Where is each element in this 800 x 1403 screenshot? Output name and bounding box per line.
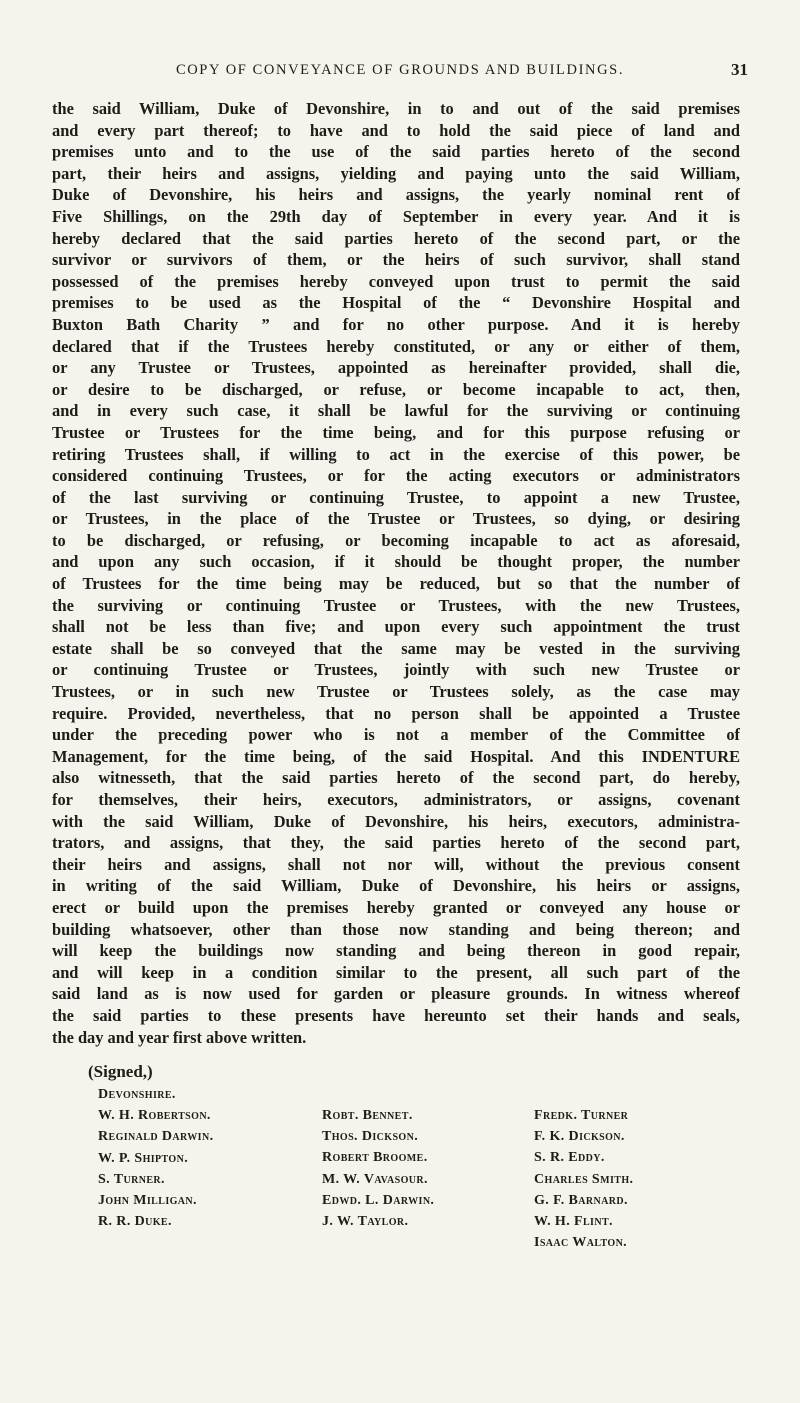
signatory-name: R. R. Duke. — [98, 1214, 172, 1230]
body-line: survivor or survivors of them, or the heirs of such survivor, shall stand — [52, 250, 740, 270]
signatory-name: Isaac Walton. — [534, 1235, 628, 1251]
body-line: the said parties to these presents have hereunto set their hands and seals, — [52, 1005, 740, 1025]
signatory-name: M. W. Vavasour. — [322, 1171, 428, 1187]
body-line: and will keep in a condition similar to the present, all such part of the — [52, 962, 740, 982]
body-line: of Trustees for the time being may be reduced, but so that the number of — [52, 574, 740, 594]
body-line: said land as is now used for garden or pleasure grounds. In witness whereof — [52, 984, 740, 1004]
signatory-name: Robert Broome. — [322, 1150, 428, 1166]
body-line: and upon any such occasion, if it should be thought proper, the number — [52, 552, 740, 572]
signatories-block — [98, 1084, 738, 1251]
body-line: also witnesseth, that the said parties hereto of the second part, do hereby, — [52, 768, 740, 788]
body-line: estate shall be so conveyed that the same may be vested in the surviving — [52, 638, 740, 658]
signatory-name: Reginald Darwin. — [98, 1129, 214, 1145]
body-line: their heirs and assigns, shall not nor will, without the previous consent — [52, 854, 740, 874]
body-line: Trustee or Trustees for the time being, and for this purpose refusing or — [52, 422, 740, 442]
body-line: building whatsoever, other than those now standing and being thereon; and — [52, 919, 740, 939]
signatory-name: G. F. Barnard. — [534, 1192, 628, 1208]
body-line: possessed of the premises hereby conveyed upon trust to permit the said — [52, 271, 740, 291]
signatory-name: Thos. Dickson. — [322, 1129, 419, 1145]
body-line: to be discharged, or refusing, or becoming incapable to act as aforesaid, — [52, 530, 740, 550]
signatory-name: Robt. Bennet. — [322, 1108, 413, 1123]
signatory-name: W. P. Shipton. — [98, 1150, 189, 1166]
body-line: or Trustees, in the place of the Trustee or Trustees, so dying, or desiring — [52, 509, 740, 529]
signatories-column-1 — [98, 1084, 214, 1232]
body-line: premises to be used as the Hospital of the “ Devonshire Hospital and — [52, 293, 740, 313]
page-number: 31 — [731, 60, 748, 79]
signatory-name: W. H. Flint. — [534, 1214, 613, 1230]
body-line: or continuing Trustee or Trustees, jointly with such new Trustee or — [52, 660, 740, 680]
body-line: considered continuing Trustees, or for the acting executors or administrators — [52, 466, 740, 486]
body-line: the said William, Duke of Devonshire, in to and out of the said premises — [52, 99, 740, 118]
signatory-name: J. W. Taylor. — [322, 1214, 409, 1230]
signatory-name: S. R. Eddy. — [534, 1150, 605, 1166]
signatory-name: W. H. Robertson. — [98, 1108, 211, 1124]
page-header-title: COPY OF CONVEYANCE OF GROUNDS AND BUILDINGS. — [175, 62, 625, 78]
body-line: Trustees, or in such new Trustee or Trustees solely, as the case may — [52, 682, 740, 702]
signatory-name: S. Turner. — [98, 1171, 165, 1187]
signatories-column-3 — [534, 1105, 633, 1253]
body-line: retiring Trustees shall, if willing to act in the exercise of this power, be — [52, 444, 740, 464]
signatory-name: Charles Smith. — [534, 1171, 634, 1187]
body-line: or any Trustee or Trustees, appointed as hereinafter provided, shall die, — [52, 358, 740, 378]
body-line: under the preceding power who is not a member of the Committee of — [52, 725, 740, 745]
body-line: require. Provided, nevertheless, that no person shall be appointed a Trustee — [52, 703, 740, 723]
body-line: part, their heirs and assigns, yielding and paying unto the said William, — [52, 163, 740, 183]
body-line: the surviving or continuing Trustee or Trustees, with the new Trustees, — [52, 595, 740, 615]
body-line: erect or build upon the premises hereby granted or conveyed any house or — [52, 897, 740, 917]
signatory-name: Edwd. L. Darwin. — [322, 1192, 435, 1208]
body-line: with the said William, Duke of Devonshire, his heirs, executors, administra- — [52, 811, 740, 831]
body-line: shall not be less than five; and upon every such appointment the trust — [52, 617, 740, 637]
body-line: hereby declared that the said parties hereto of the second part, or the — [52, 228, 740, 248]
signatories-column-2 — [322, 1105, 434, 1232]
body-line: trators, and assigns, that they, the said parties hereto of the second part, — [52, 833, 740, 853]
body-line: and every part thereof; to have and to hold the said piece of land and — [52, 120, 740, 140]
body-line: the day and year first above written. — [52, 1027, 307, 1047]
body-line: will keep the buildings now standing and being thereon in good repair, — [52, 941, 740, 961]
body-line: of the last surviving or continuing Trustee, to appoint a new Trustee, — [52, 487, 740, 507]
body-line: Duke of Devonshire, his heirs and assigns, the yearly nominal rent of — [52, 185, 740, 205]
body-line: or desire to be discharged, or refuse, or become incapable to act, then, — [52, 379, 740, 399]
body-line: declared that if the Trustees hereby constituted, or any or either of them, — [52, 336, 740, 356]
signatory-name: Devonshire. — [98, 1087, 176, 1102]
body-line: premises unto and to the use of the said parties hereto of the second — [52, 142, 740, 162]
running-header — [52, 62, 748, 84]
body-line: Management, for the time being, of the said Hospital. And this INDENTURE — [52, 746, 740, 766]
signed-label: (Signed,) — [88, 1062, 153, 1081]
body-line: Buxton Bath Charity ” and for no other purpose. And it is hereby — [52, 314, 740, 334]
signatory-name: John Milligan. — [98, 1193, 197, 1209]
signatory-name: F. K. Dickson. — [534, 1129, 625, 1145]
body-line: and in every such case, it shall be lawful for the surviving or continuing — [52, 401, 740, 421]
conveyance-body-text — [52, 98, 740, 1048]
body-line: Five Shillings, on the 29th day of September in every year. And it is — [52, 206, 740, 226]
signatory-name: Fredk. Turner — [534, 1108, 629, 1123]
body-line: for themselves, their heirs, executors, administrators, or assigns, covenant — [52, 790, 740, 809]
body-line: in writing of the said William, Duke of Devonshire, his heirs or assigns, — [52, 876, 740, 896]
